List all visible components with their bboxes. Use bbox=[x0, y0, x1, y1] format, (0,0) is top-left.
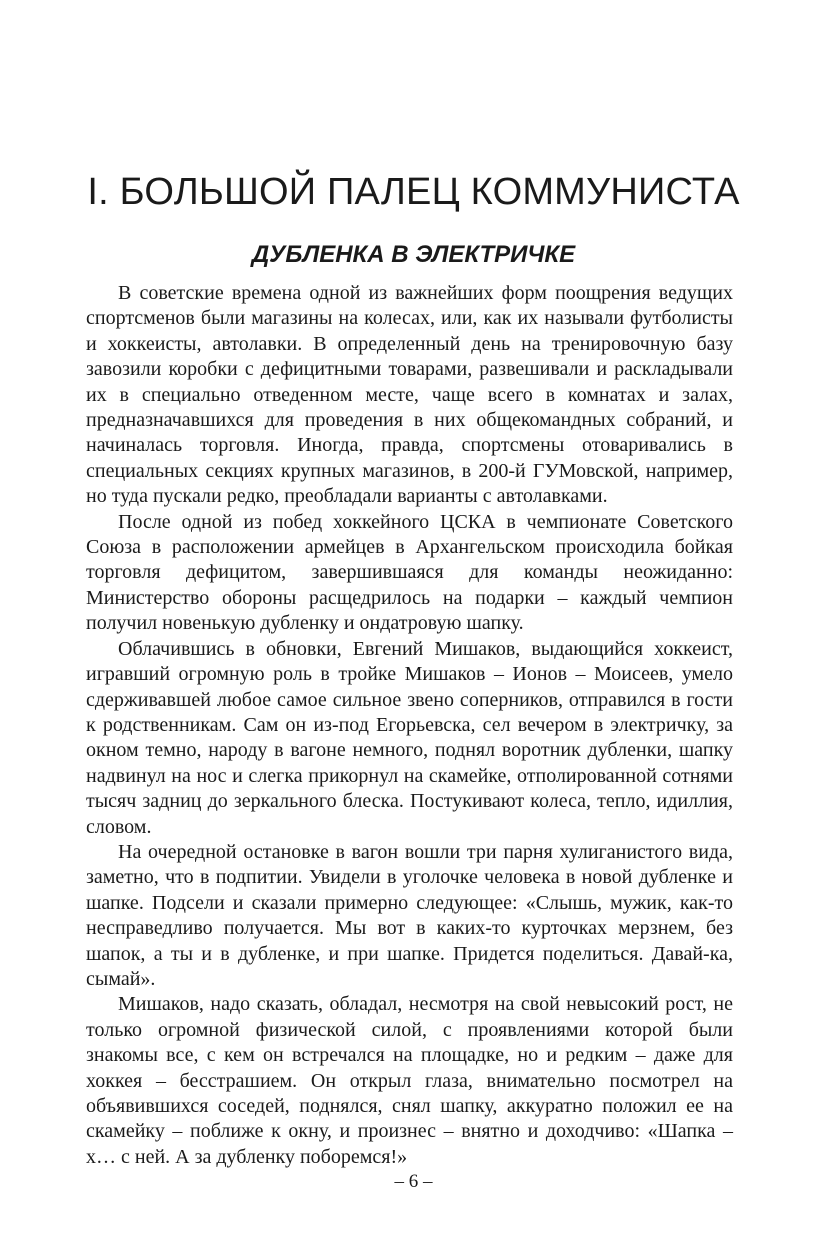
paragraph: Облачившись в обновки, Евгений Мишаков, выдающийся хоккеист, игравший огромную роль в тройке Мишаков – Ионов – Моисеев, умело сдерживавшей любое самое сильное звено соперников, отправился в гости к родственникам. Сам он из-под Егорьевска, сел вечером в электричку, за окном темно, народу в вагоне немного, поднял воротник дубленки, шапку надвинул на нос и слегка прикорнул на скамейке, отполированной сотнями тысяч задниц до зеркального блеска. Постукивают колеса, тепло, идиллия, словом. bbox=[86, 637, 733, 838]
chapter-title: I. БОЛЬШОЙ ПАЛЕЦ КОММУНИСТА bbox=[87, 171, 740, 213]
section-title: ДУБЛЕНКА В ЭЛЕКТРИЧКЕ bbox=[251, 241, 576, 268]
paragraph: После одной из побед хоккейного ЦСКА в чемпионате Советского Союза в расположении армейцев в Архангельском происходила бойкая торговля дефицитом, завершившаяся для команды неожиданно: Министерство обороны расщедрилось на подарки – каждый чемпион получил новенькую дубленку и ондатровую шапку. bbox=[86, 510, 733, 635]
paragraph: Мишаков, надо сказать, обладал, несмотря на свой невысокий рост, не только огромной физической силой, с проявлениями которой были знакомы все, с кем он встречался на площадке, но и редким – даже для хоккея – бесстрашием. Он открыл глаза, внимательно посмотрел на объявившихся соседей, поднялся, снял шапку, аккуратно положил ее на скамейку – поближе к окну, и произнес – внятно и доходчиво: «Шапка – х… с ней. А за дубленку поборемся!» bbox=[86, 993, 733, 1168]
page-number: – 6 – bbox=[394, 1171, 433, 1192]
paragraph: В советские времена одной из важнейших форм поощрения ведущих спортсменов были магазины на колесах, или, как их называли футболисты и хоккеисты, автолавки. В определенный день на тренировочную базу завозили коробки с дефицитными товарами, развешивали и раскладывали их в специально отведенном месте, чаще всего в комнатах и залах, предназначавшихся для проведения в них общекомандных собраний, и начиналась торговля. Иногда, правда, спортсмены отоваривались в специальных секциях крупных магазинов, в 200-й ГУМовской, например, но туда пускали редко, преобладали варианты с автолавками. bbox=[86, 282, 733, 508]
paragraph: На очередной остановке в вагон вошли три парня хулиганистого вида, заметно, что в подпитии. Увидели в уголочке человека в новой дубленке и шапке. Подсели и сказали примерно следующее: «Слышь, мужик, как-то несправедливо получается. Мы вот в каких-то курточках мерзнем, без шапок, а ты и в дубленке, и при шапке. Придется поделиться. Давай-ка, сымай». bbox=[86, 840, 733, 990]
body-text bbox=[86, 281, 733, 1170]
